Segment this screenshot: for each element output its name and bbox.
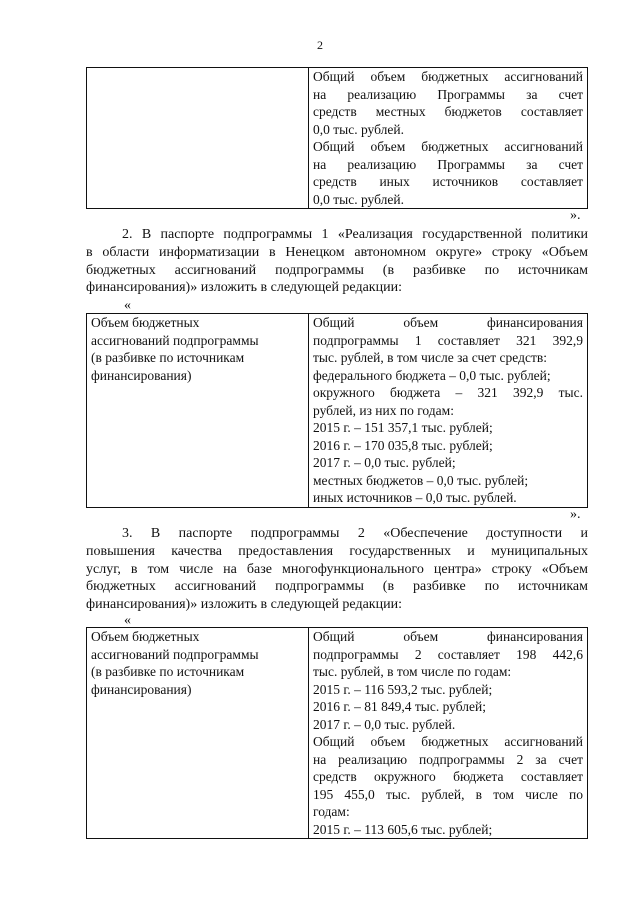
table-line: 2015 г. – 113 605,6 тыс. рублей; [313,821,493,837]
table-line: средств окружного бюджета составляет [313,769,583,784]
closing-quote: ». [570,208,581,223]
table-line: 2017 г. – 0,0 тыс. рублей; [313,455,456,470]
table-row [87,68,588,209]
table-line: тыс. рублей, в том числе за счет средств: [313,350,548,365]
table-line: подпрограммы 2 составляет 198 442,6 [313,646,583,662]
page-number: 2 [317,38,323,52]
table-line: на реализацию подпрограммы 2 за счет [313,751,583,767]
table-line: тыс. рублей, в том числе по годам: [313,664,512,679]
table-line: (в разбивке по источникам [91,350,245,365]
table-cell-right [309,628,588,839]
table-line: рублей, из них по годам: [313,402,454,418]
opening-quote: « [124,298,131,313]
table-line: Общий объем бюджетных ассигнований [313,69,583,84]
table-line: Общий объем бюджетных ассигнований [313,139,583,154]
paragraph-line: бюджетных ассигнований подпрограммы (в разбивке по источникам [86,262,588,278]
closing-quote: ». [570,507,581,522]
table-subprogram-1-funding [86,313,588,508]
table-subprogram-2-funding [86,627,588,839]
paragraph-item-3 [86,525,588,614]
table-line: ассигнований подпрограммы [91,646,259,662]
table-line: Общий объем финансирования [313,315,583,330]
paragraph-line: 2. В паспорте подпрограммы 1 «Реализация государственной политики [122,227,588,242]
table-line: федерального бюджета – 0,0 тыс. рублей; [313,367,551,383]
table-cell-right [309,68,588,209]
table-line: местных бюджетов – 0,0 тыс. рублей; [313,472,529,488]
table-cell-left [87,628,309,839]
table-line: (в разбивке по источникам [91,664,245,679]
paragraph-line: бюджетных ассигнований подпрограммы (в разбивке по источникам [86,579,588,595]
table-line: иных источников – 0,0 тыс. рублей. [313,490,517,505]
table-cell-right [309,314,588,508]
table-line: годам: [313,804,350,819]
table-line: 2016 г. – 81 849,4 тыс. рублей; [313,699,486,714]
paragraph-line: в области информатизации в Ненецком автономном округе» строку «Объем [86,244,588,260]
paragraph-line: финансирования)» изложить в следующей редакции: [86,597,402,613]
table-line: Объем бюджетных [91,629,200,644]
table-line: 0,0 тыс. рублей. [313,121,404,137]
table-line: средств местных бюджетов составляет [313,104,583,119]
table-row [87,628,588,839]
table-line: финансирования) [91,681,192,697]
table-line: 195 455,0 тыс. рублей, в том числе по [313,786,583,802]
table-line: подпрограммы 1 составляет 321 392,9 [313,332,583,348]
table-program-funding-continued [86,67,588,209]
table-line: 2016 г. – 170 035,8 тыс. рублей; [313,437,493,453]
paragraph-line: 3. В паспорте подпрограммы 2 «Обеспечение доступности и [122,526,588,541]
table-line: на реализацию Программы за счет [313,86,583,102]
table-line: окружного бюджета – 321 392,9 тыс. [313,385,583,400]
table-line: 2015 г. – 116 593,2 тыс. рублей; [313,681,493,697]
table-line: Общий объем бюджетных ассигнований [313,734,583,749]
table-row [87,314,588,508]
table-line: средств иных источников составляет [313,174,583,189]
table-cell-left [87,314,309,508]
table-cell-left-empty [87,68,309,209]
table-line: 2015 г. – 151 357,1 тыс. рублей; [313,420,493,435]
table-line: Общий объем финансирования [313,629,583,644]
paragraph-line: услуг, в том числе на базе многофункционального центра» строку «Объем [86,561,588,577]
paragraph-line: финансирования)» изложить в следующей редакции: [86,280,402,296]
opening-quote: « [124,613,131,628]
table-line: на реализацию Программы за счет [313,156,583,172]
table-line: 0,0 тыс. рублей. [313,191,404,207]
table-line: 2017 г. – 0,0 тыс. рублей. [313,716,456,732]
paragraph-item-2 [86,226,588,297]
table-line: ассигнований подпрограммы [91,332,259,348]
paragraph-line: повышения качества предоставления государственных и муниципальных [86,543,588,559]
table-line: финансирования) [91,367,192,383]
table-line: Объем бюджетных [91,315,200,330]
